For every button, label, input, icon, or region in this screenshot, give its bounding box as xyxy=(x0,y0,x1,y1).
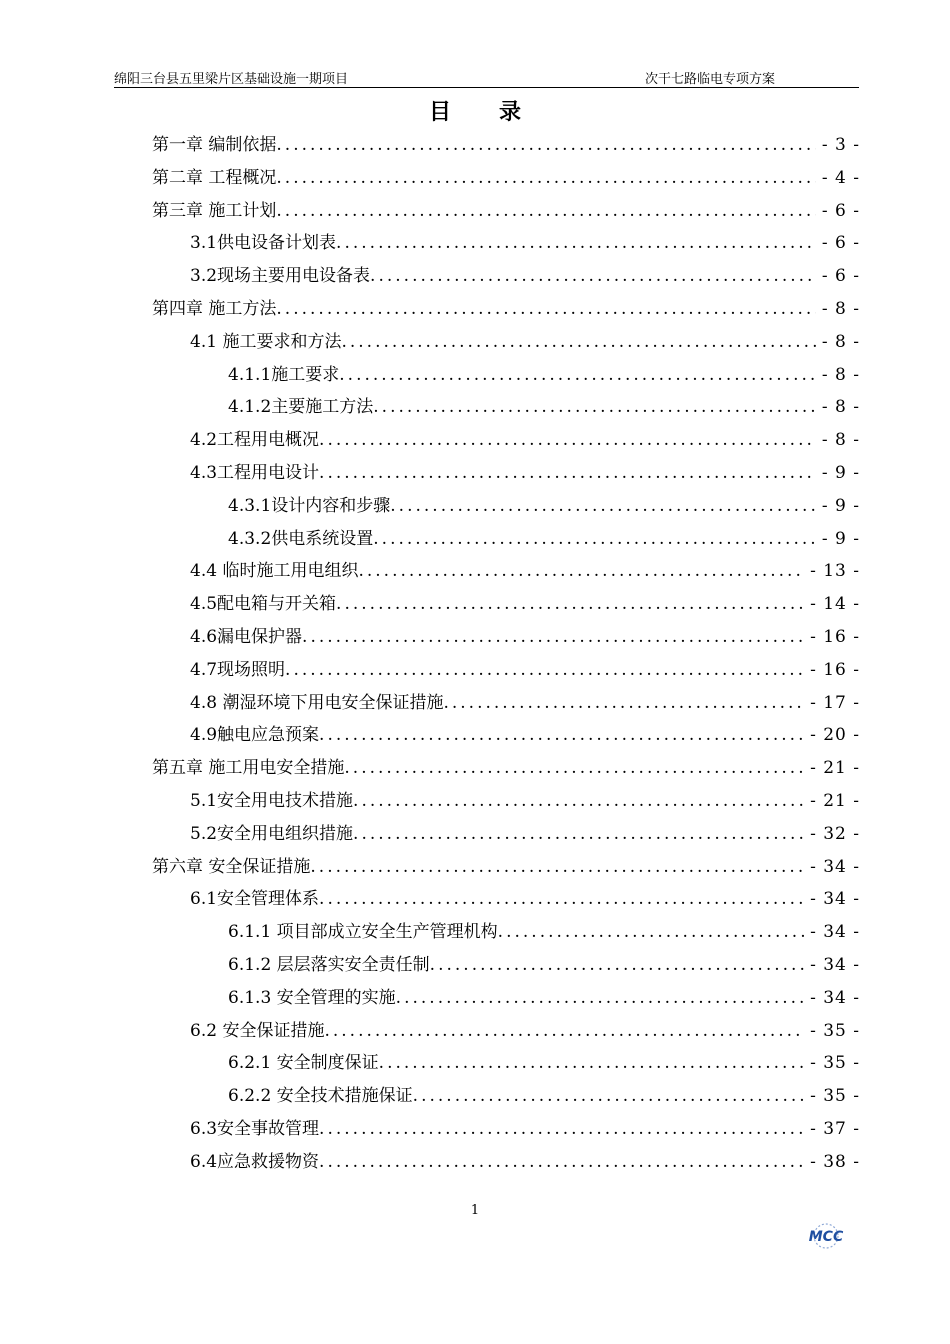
toc-entry-page: - 8 - xyxy=(821,299,860,319)
toc-entry-page: - 13 - xyxy=(810,561,860,582)
toc-leader-dots xyxy=(353,820,804,848)
toc-leader-dots xyxy=(319,1115,804,1143)
toc-entry-label: 4.3.1设计内容和步骤 xyxy=(228,495,391,516)
toc-entry-label: 3.1供电设备计划表 xyxy=(190,233,337,254)
toc-leader-dots xyxy=(336,590,804,618)
toc-entry[interactable] xyxy=(190,1115,860,1143)
toc-entry-label: 4.1 施工要求和方法 xyxy=(190,331,342,352)
toc-entry[interactable] xyxy=(228,361,860,389)
toc-entry-page: - 4 - xyxy=(821,167,860,188)
toc-entry[interactable] xyxy=(228,951,860,979)
toc-entry-page: - 17 - xyxy=(810,692,860,713)
toc-leader-dots xyxy=(344,754,804,782)
toc-entry-label: 4.9触电应急预案 xyxy=(190,725,320,746)
toc-entry-label: 6.2.2 安全技术措施保证 xyxy=(228,1086,413,1107)
toc-entry-page: - 9 - xyxy=(821,495,860,516)
toc-entry-page: - 9 - xyxy=(821,463,860,483)
toc-entry[interactable] xyxy=(152,754,860,782)
toc-entry-label: 第二章 工程概况 xyxy=(152,167,277,188)
toc-entry-page: - 6 - xyxy=(821,200,860,221)
toc-entry-page: - 16 - xyxy=(810,659,860,680)
toc-entry-page: - 35 - xyxy=(810,1086,860,1107)
toc-leader-dots xyxy=(285,656,804,684)
toc-leader-dots xyxy=(373,393,816,421)
toc-entry-page: - 14 - xyxy=(810,594,860,615)
toc-entry-label: 第四章 施工方法 xyxy=(152,299,277,319)
toc-leader-dots xyxy=(413,1082,804,1110)
toc-entry-page: - 3 - xyxy=(821,135,860,155)
toc-entry-page: - 38 - xyxy=(810,1151,860,1172)
toc-entry[interactable] xyxy=(152,295,860,323)
toc-entry-label: 第六章 安全保证措施 xyxy=(152,856,311,877)
toc-leader-dots xyxy=(319,885,804,913)
toc-entry-page: - 32 - xyxy=(810,823,860,844)
toc-entry-page: - 35 - xyxy=(810,1053,860,1074)
toc-entry-label: 4.7现场照明 xyxy=(190,659,286,680)
toc-entry-page: - 37 - xyxy=(810,1119,860,1139)
toc-entry-label: 6.2 安全保证措施 xyxy=(190,1020,325,1041)
toc-entry[interactable] xyxy=(190,623,860,651)
toc-leader-dots xyxy=(276,197,815,225)
toc-leader-dots xyxy=(370,262,816,290)
toc-leader-dots xyxy=(336,229,816,257)
toc-entry[interactable] xyxy=(190,328,860,356)
toc-entry[interactable] xyxy=(190,262,860,290)
toc-entry[interactable] xyxy=(190,229,860,257)
toc-leader-dots xyxy=(319,1148,804,1176)
toc-entry-label: 4.8 潮湿环境下用电安全保证措施 xyxy=(190,692,444,713)
toc-title: 目录 xyxy=(428,100,569,125)
toc-entry[interactable] xyxy=(190,787,860,815)
toc-entry-label: 5.1安全用电技术措施 xyxy=(190,791,354,811)
svg-text:MCC: MCC xyxy=(808,1229,844,1245)
toc-leader-dots xyxy=(353,787,804,815)
toc-entry-label: 6.1.2 层层落实安全责任制 xyxy=(228,955,430,975)
toc-leader-dots xyxy=(319,721,804,749)
toc-entry-page: - 35 - xyxy=(810,1020,860,1041)
toc-entry-label: 6.1.3 安全管理的实施 xyxy=(228,987,396,1008)
header-project-name: 绵阳三台县五里梁片区基础设施一期项目 xyxy=(114,72,349,87)
toc-entry-page: - 8 - xyxy=(821,331,860,352)
toc-entry-label: 4.4 临时施工用电组织 xyxy=(190,561,359,582)
toc-entry[interactable] xyxy=(190,557,860,585)
toc-entry[interactable] xyxy=(190,689,860,717)
toc-entry-page: - 34 - xyxy=(810,987,860,1008)
toc-leader-dots xyxy=(341,328,815,356)
toc-entry-page: - 9 - xyxy=(821,528,860,549)
toc-entry[interactable] xyxy=(228,984,860,1012)
mcc-logo-icon xyxy=(800,1222,852,1250)
toc-entry-page: - 20 - xyxy=(810,725,860,746)
toc-leader-dots xyxy=(379,1049,804,1077)
toc-entry-page: - 6 - xyxy=(821,233,860,254)
toc-entry-label: 3.2现场主要用电设备表 xyxy=(190,266,371,287)
toc-entry-label: 第五章 施工用电安全措施 xyxy=(152,758,345,779)
toc-leader-dots xyxy=(324,1017,804,1045)
toc-entry[interactable] xyxy=(190,1148,860,1176)
toc-entry[interactable] xyxy=(228,492,860,520)
toc-entry[interactable] xyxy=(190,820,860,848)
toc-entry[interactable] xyxy=(152,164,860,192)
toc-entry-label: 4.5配电箱与开关箱 xyxy=(190,594,337,615)
toc-leader-dots xyxy=(358,557,804,585)
page-header xyxy=(114,65,859,88)
toc-entry-page: - 34 - xyxy=(810,889,860,910)
toc-entry-label: 5.2安全用电组织措施 xyxy=(190,823,354,844)
toc-entry-label: 4.6漏电保护器 xyxy=(190,627,303,647)
toc-leader-dots xyxy=(390,492,816,520)
toc-leader-dots xyxy=(276,131,815,159)
toc-entry[interactable] xyxy=(152,853,860,881)
toc-entry[interactable] xyxy=(152,197,860,225)
toc-entry-label: 6.4应急救援物资 xyxy=(190,1151,320,1172)
toc-entry[interactable] xyxy=(152,131,860,159)
toc-entry[interactable] xyxy=(190,885,860,913)
toc-entry-page: - 34 - xyxy=(810,856,860,877)
toc-entry-label: 6.2.1 安全制度保证 xyxy=(228,1053,379,1074)
toc-entry[interactable] xyxy=(190,426,860,454)
toc-leader-dots xyxy=(319,426,816,454)
toc-entry-label: 4.3.2供电系统设置 xyxy=(228,528,374,549)
toc-entry-page: - 21 - xyxy=(810,758,860,779)
header-document-name: 次干七路临电专项方案 xyxy=(645,72,776,87)
page-number: 1 xyxy=(470,1203,480,1218)
toc-leader-dots xyxy=(498,918,804,946)
toc-entry[interactable] xyxy=(190,1017,860,1045)
toc-entry-label: 6.1.1 项目部成立安全生产管理机构 xyxy=(228,922,498,943)
toc-entry[interactable] xyxy=(228,1082,860,1110)
toc-entry[interactable] xyxy=(190,721,860,749)
toc-entry-label: 4.2工程用电概况 xyxy=(190,430,320,451)
toc-leader-dots xyxy=(373,525,816,553)
toc-entry-label: 6.1安全管理体系 xyxy=(190,889,320,910)
toc-entry-page: - 34 - xyxy=(810,922,860,943)
toc-entry-label: 4.3工程用电设计 xyxy=(190,463,320,483)
toc-entry-label: 4.1.2主要施工方法 xyxy=(228,397,374,418)
toc-entry[interactable] xyxy=(228,1049,860,1077)
toc-entry[interactable] xyxy=(190,656,860,684)
toc-entry-label: 第一章 编制依据 xyxy=(152,135,277,155)
toc-entry-page: - 8 - xyxy=(821,397,860,418)
toc-leader-dots xyxy=(310,853,804,881)
toc-entry-page: - 8 - xyxy=(821,364,860,385)
toc-leader-dots xyxy=(443,689,804,717)
toc-entry-page: - 21 - xyxy=(810,791,860,811)
toc-leader-dots xyxy=(396,984,804,1012)
toc-entry-label: 第三章 施工计划 xyxy=(152,200,277,221)
toc-entry-label: 4.1.1施工要求 xyxy=(228,364,340,385)
toc-leader-dots xyxy=(276,164,815,192)
toc-entry[interactable] xyxy=(190,590,860,618)
toc-entry[interactable] xyxy=(228,918,860,946)
toc-entry-label: 6.3安全事故管理 xyxy=(190,1119,320,1139)
toc-leader-dots xyxy=(302,623,804,651)
toc-leader-dots xyxy=(339,361,816,389)
toc-leader-dots xyxy=(430,951,804,979)
toc-entry-page: - 8 - xyxy=(821,430,860,451)
toc-entry[interactable] xyxy=(228,393,860,421)
toc-entry[interactable] xyxy=(190,459,860,487)
toc-entry-page: - 34 - xyxy=(810,955,860,975)
toc-leader-dots xyxy=(319,459,816,487)
toc-leader-dots xyxy=(276,295,815,323)
toc-entry[interactable] xyxy=(228,525,860,553)
toc-entry-page: - 6 - xyxy=(821,266,860,287)
toc-entry-page: - 16 - xyxy=(810,627,860,647)
